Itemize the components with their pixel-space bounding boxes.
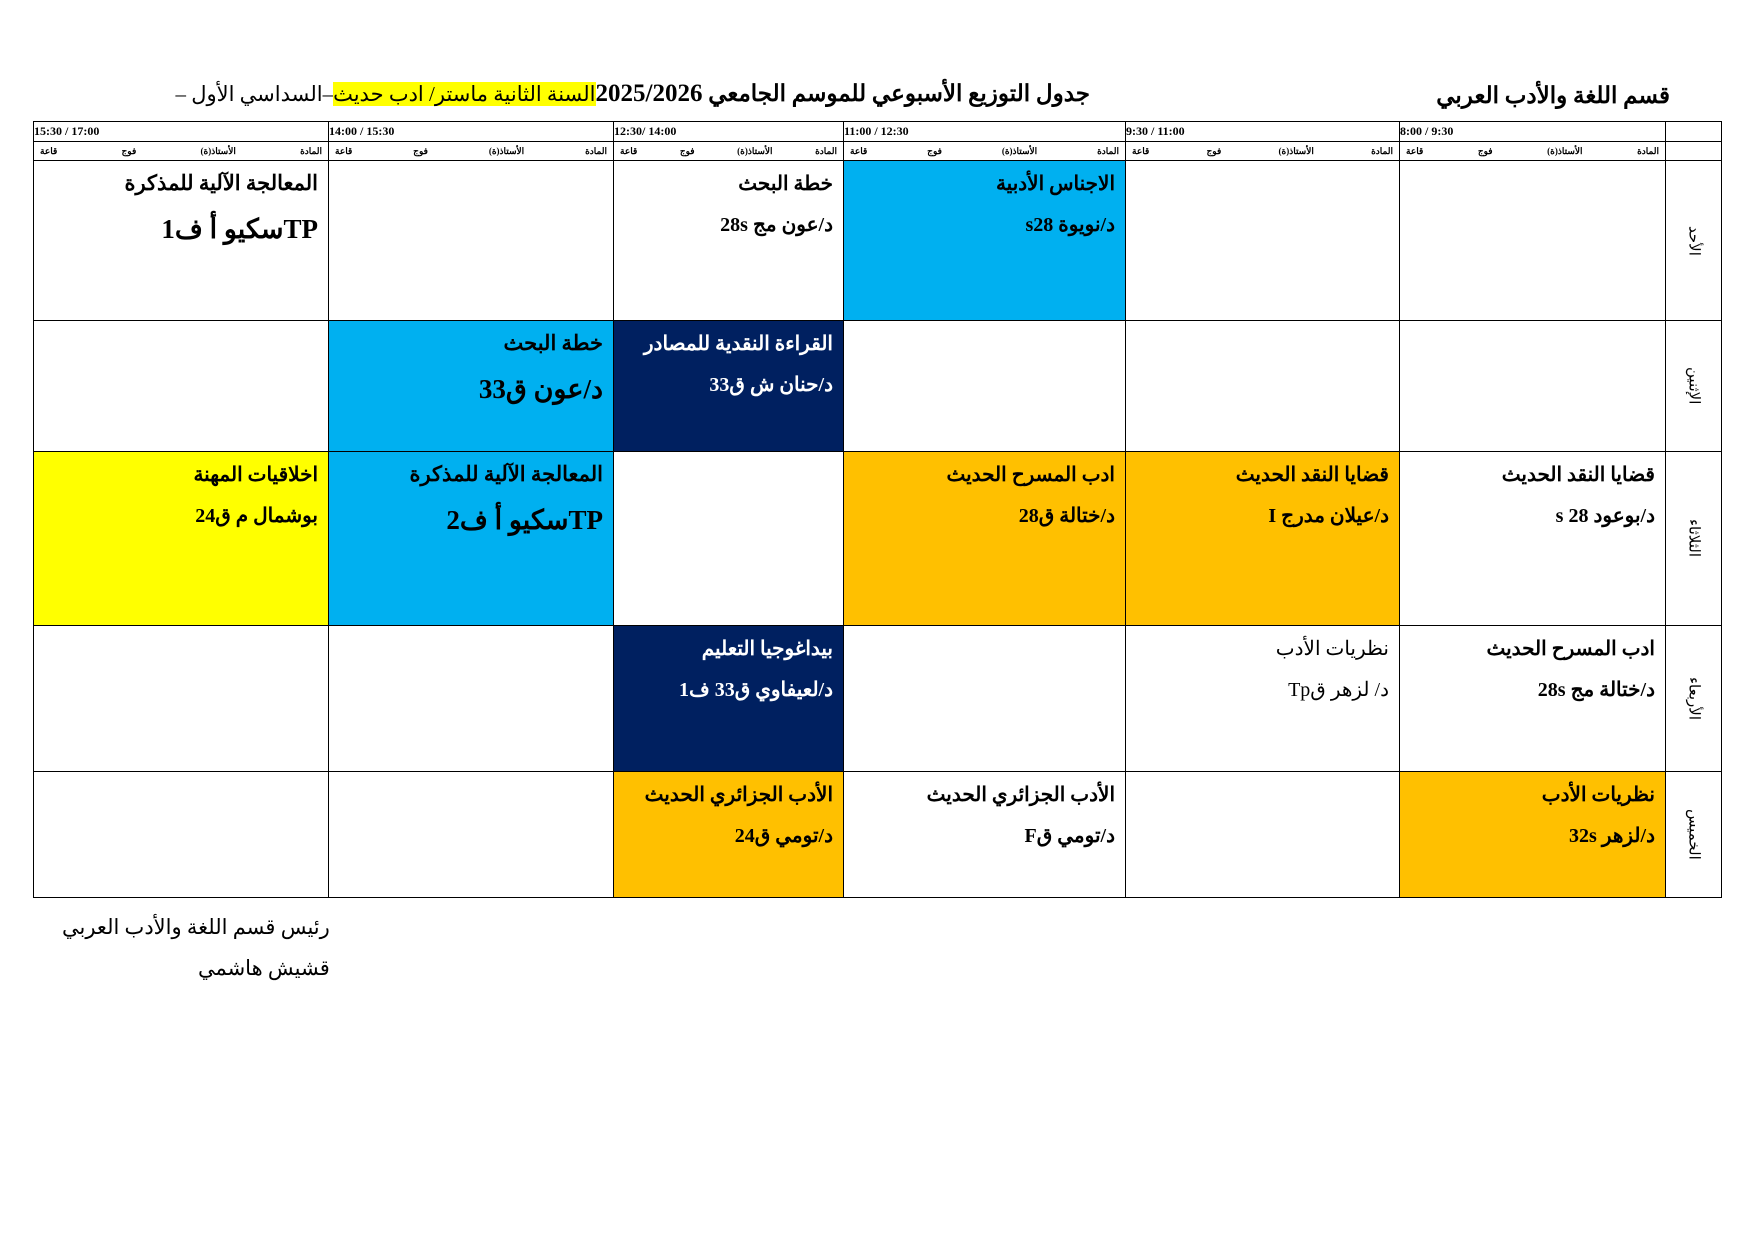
sub-header-subject: المادة (1371, 145, 1393, 156)
class-session-cell (844, 161, 1126, 321)
class-session-cell (34, 161, 329, 321)
empty-slot-cell (34, 321, 329, 452)
slot-sub-header (1126, 142, 1400, 161)
sub-header-subject: المادة (585, 145, 607, 156)
sub-header-prof: الأستاذ(ة) (737, 145, 773, 156)
course-professor-room: د/ختالة ق28 (1018, 505, 1115, 527)
course-professor-room: د/لزهر 32s (1569, 825, 1655, 847)
sub-header-group: فوج (413, 145, 428, 156)
class-session-cell (34, 452, 329, 626)
empty-slot-cell (844, 321, 1126, 452)
class-session-cell (614, 626, 844, 772)
schedule-table (33, 121, 1722, 898)
sub-header-group: فوج (927, 145, 942, 156)
class-session-cell (614, 772, 844, 898)
day-row (34, 161, 1722, 321)
course-subject: المعالجة الآلية للمذكرة (409, 462, 603, 486)
sub-header-group: فوج (1206, 145, 1222, 156)
empty-slot-cell (1126, 161, 1400, 321)
empty-slot-cell (329, 626, 614, 772)
sub-header-group: فوج (121, 145, 137, 156)
day-label: الأربعاء (1685, 676, 1702, 720)
course-professor-room: د/عيلان مدرج I (1268, 505, 1389, 527)
class-session-cell (1126, 626, 1400, 772)
course-professor-room: د/لعيفاوي ق33 ف1 (678, 679, 833, 701)
day-cell (1666, 772, 1722, 898)
class-session-cell (1400, 452, 1666, 626)
empty-slot-cell (34, 626, 329, 772)
sub-header-room: قاعة (40, 145, 58, 156)
class-session-cell (1400, 626, 1666, 772)
day-row (34, 772, 1722, 898)
course-subject: ادب المسرح الحديث (946, 464, 1115, 486)
class-session-cell (329, 321, 614, 452)
title-highlight: السنة الثانية ماستر/ ادب حديث (333, 82, 596, 106)
time-slot-header: 11:00 / 12:30 (844, 122, 1126, 142)
sub-header-group: فوج (679, 145, 695, 156)
course-subject: الاجناس الأدبية (995, 173, 1115, 195)
slot-sub-header (329, 142, 614, 161)
day-row (34, 452, 1722, 626)
class-session-cell (614, 321, 844, 452)
sub-header-room: قاعة (1132, 145, 1150, 156)
page-header (0, 78, 1755, 118)
course-subject: قضايا النقد الحديث (1235, 464, 1389, 486)
sub-header-subject: المادة (1637, 145, 1659, 156)
department-name: قسم اللغة والأدب العربي (1436, 83, 1670, 108)
time-slot-header: 15:30 / 17:00 (34, 122, 329, 142)
course-subject: المعالجة الآلية للمذكرة (124, 171, 318, 195)
sub-header-row (34, 142, 1722, 161)
course-subject: نظريات الأدب (1275, 638, 1389, 660)
course-professor-room: TPسكيو أ ف1 (161, 214, 318, 244)
day-label: الإثنين (1685, 367, 1702, 405)
course-subject: خطة البحث (738, 173, 833, 195)
course-professor-room: د/ختالة مج 28s (1537, 679, 1655, 701)
class-session-cell (1126, 452, 1400, 626)
sub-header-prof: الأستاذ(ة) (1547, 145, 1583, 156)
slot-sub-header (844, 142, 1126, 161)
course-subject: ادب المسرح الحديث (1486, 638, 1655, 660)
slot-sub-header (614, 142, 844, 161)
sub-header-room: قاعة (620, 145, 638, 156)
course-professor-room: د/بوعود s 28 (1555, 505, 1655, 527)
course-subject: الأدب الجزائري الحديث (644, 784, 833, 806)
sub-header-prof: الأستاذ(ة) (200, 145, 236, 156)
sub-header-prof: الأستاذ(ة) (1001, 145, 1038, 156)
day-cell (1666, 452, 1722, 626)
course-subject: القراءة النقدية للمصادر (643, 333, 833, 355)
day-row (34, 321, 1722, 452)
empty-slot-cell (844, 626, 1126, 772)
course-professor-room: TPسكيو أ ف2 (446, 505, 603, 535)
title-main: جدول التوزيع الأسبوعي للموسم الجامعي (702, 81, 1090, 106)
corner-cell-2 (1666, 142, 1722, 161)
signature-block (62, 915, 330, 997)
time-slot-header: 12:30/ 14:00 (614, 122, 844, 142)
course-subject: خطة البحث (503, 331, 603, 355)
sub-header-group: فوج (1477, 145, 1493, 156)
corner-cell (1666, 122, 1722, 142)
time-header-row (34, 122, 1722, 142)
slot-sub-header (1400, 142, 1666, 161)
class-session-cell (844, 772, 1126, 898)
empty-slot-cell (1126, 772, 1400, 898)
course-professor-room: د/نويوة s28 (1025, 214, 1115, 236)
sub-header-room: قاعة (1406, 145, 1424, 156)
day-cell (1666, 161, 1722, 321)
course-subject: الأدب الجزائري الحديث (926, 784, 1115, 806)
empty-slot-cell (1126, 321, 1400, 452)
course-professor-room: د/عون ق33 (478, 374, 603, 404)
empty-slot-cell (1400, 321, 1666, 452)
course-subject: اخلاقيات المهنة (193, 464, 318, 486)
sub-header-prof: الأستاذ(ة) (488, 145, 525, 156)
day-cell (1666, 321, 1722, 452)
day-row (34, 626, 1722, 772)
course-professor-room: د/ لزهر قTp (1288, 679, 1389, 701)
class-session-cell (329, 452, 614, 626)
course-subject: قضايا النقد الحديث (1501, 464, 1655, 486)
course-professor-room: د/حنان ش ق33 (709, 374, 833, 396)
sub-header-subject: المادة (300, 145, 322, 156)
time-slot-header: 8:00 / 9:30 (1400, 122, 1666, 142)
title-semester: –السداسي الأول – (175, 82, 334, 106)
course-professor-room: د/عون مج 28s (720, 214, 833, 236)
day-label: الأحد (1685, 225, 1702, 256)
sub-header-prof: الأستاذ(ة) (1278, 145, 1314, 156)
empty-slot-cell (329, 772, 614, 898)
course-professor-room: بوشمال م ق24 (195, 505, 318, 527)
class-session-cell (1400, 772, 1666, 898)
class-session-cell (614, 161, 844, 321)
sub-header-subject: المادة (815, 145, 837, 156)
sub-header-room: قاعة (850, 145, 868, 156)
slot-sub-header (34, 142, 329, 161)
empty-slot-cell (1400, 161, 1666, 321)
empty-slot-cell (329, 161, 614, 321)
signature-name: قشيش هاشمي (197, 956, 330, 980)
sub-header-room: قاعة (335, 145, 353, 156)
course-professor-room: د/تومي قF (1024, 825, 1115, 847)
sub-header-subject: المادة (1097, 145, 1119, 156)
signature-title: رئيس قسم اللغة والأدب العربي (62, 915, 330, 939)
course-subject: نظريات الأدب (1541, 784, 1655, 806)
time-slot-header: 14:00 / 15:30 (329, 122, 614, 142)
time-slot-header: 9:30 / 11:00 (1126, 122, 1400, 142)
day-cell (1666, 626, 1722, 772)
class-session-cell (844, 452, 1126, 626)
day-label: الخميس (1685, 809, 1702, 860)
title-year: 2025/2026 (595, 80, 703, 107)
course-professor-room: د/تومي ق24 (734, 825, 833, 847)
empty-slot-cell (614, 452, 844, 626)
empty-slot-cell (34, 772, 329, 898)
course-subject: بيداغوجيا التعليم (701, 638, 833, 660)
day-label: الثلاثاء (1685, 519, 1702, 558)
schedule-title (175, 80, 1090, 108)
